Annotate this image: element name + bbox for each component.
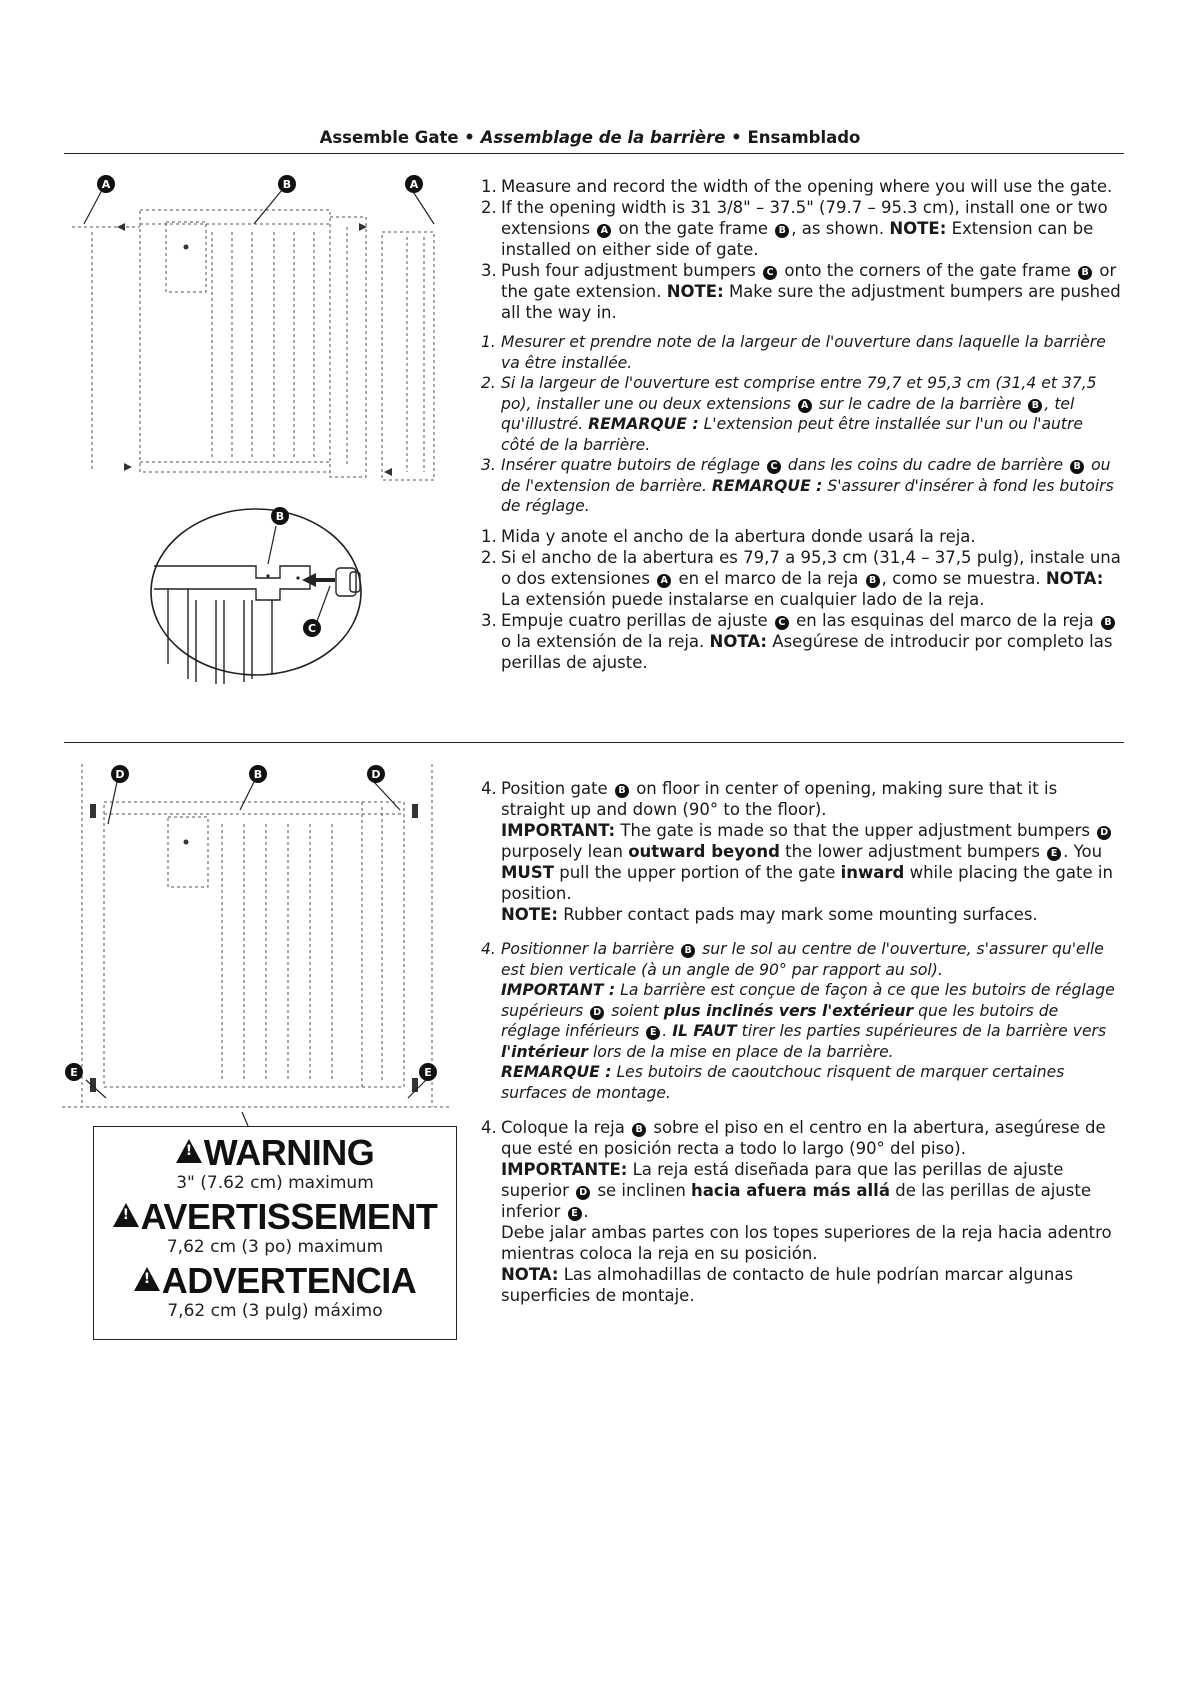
section1-en [481, 176, 1121, 323]
warning-box [93, 1126, 457, 1340]
label-a-icon: A [597, 224, 611, 238]
list-item: 3. Insérer quatre butoirs de réglage C dans les coins du cadre de barrière B ou de l'extension de barrière. REMARQUE : S'assurer d'insérer à fond les butoirs de réglage. [481, 456, 1114, 515]
label-e-left: E [70, 1066, 78, 1079]
section-divider [64, 742, 1124, 743]
section2-es [481, 1117, 1121, 1306]
list-item: 2. Si el ancho de la abertura es 79,7 a 95,3 cm (31,4 – 37,5 pulg), instale una o dos extensiones A en el marco de la reja B , como se muestra. NOTA: La extensión puede instalarse en cualquier lado de la reja. [481, 547, 1121, 609]
label-d-right: D [371, 768, 381, 781]
list-item: 4. Positionner la barrière B sur le sol au centre de l'ouverture, s'assurer qu'elle est bien verticale (à un angle de 90° par rapport au sol). IMPORTANT : La barrière est conçue de façon à ce que les butoirs de réglage supérieurs D soient plus inclinés vers l'extérieur que les butoirs de réglage inférieurs E . IL FAUT tirer les parties supérieures de la barrière vers l'intérieur lors de la mise en place de la barrière. REMARQUE : Les butoirs de caoutchouc risquent de marquer certaines surfaces de montage. [481, 940, 1115, 1102]
gate-position-figure [62, 762, 452, 1127]
warning-sub-en: 3" (7.62 cm) maximum [176, 1173, 374, 1193]
list-item: 3. Empuje cuatro perillas de ajuste C en las esquinas del marco de la reja B o la extensión de la reja. NOTA: Asegúrese de introducir por completo las perillas de ajuste. [481, 610, 1121, 673]
section2-text [481, 778, 1121, 1315]
label-b-icon: B [775, 224, 789, 238]
list-item: 2. If the opening width is 31 3/8" – 37.5" (79.7 – 95.3 cm), install one or two extensions A on the gate frame B , as shown. NOTE: Extension can be installed on either side of gate. [481, 198, 1108, 259]
label-e-right: E [424, 1066, 432, 1079]
warning-triangle-icon [176, 1139, 202, 1163]
warning-title-es: !ADVERTENCIA [94, 1263, 456, 1299]
section1-text [481, 176, 1121, 682]
list-item: 4. Position gate B on floor in center of opening, making sure that it is straight up and down (90° to the floor). IMPORTANT: The gate is made so that the upper adjustment bumpers D purposely lean outward beyond the lower adjustment bumpers E . You MUST pull the upper portion of the gate inward while placing the gate in position. NOTE: Rubber contact pads may mark some mounting surfaces. [481, 779, 1113, 924]
warning-title-fr: !AVERTISSEMENT [94, 1199, 456, 1235]
warning-triangle-icon [134, 1267, 160, 1291]
header-fr: Assemblage de la barrière [480, 128, 726, 147]
warning-triangle-icon [113, 1203, 139, 1227]
list-item: 1. Measure and record the width of the opening where you will use the gate. [481, 177, 1113, 196]
warning-title-en: !WARNING [94, 1135, 456, 1171]
label-a-left: A [101, 178, 111, 191]
section2-fr [481, 939, 1121, 1103]
label-b-position: B [253, 768, 263, 781]
list-item: 1. Mida y anote el ancho de la abertura donde usará la reja. [481, 526, 976, 546]
warning-sub-fr: 7,62 cm (3 po) maximum [166, 1237, 384, 1257]
header-en: Assemble Gate [319, 128, 459, 147]
gate-extension-figure [62, 172, 452, 492]
bumper-detail-figure [140, 504, 430, 714]
label-b-icon: B [1078, 266, 1092, 280]
section1-fr [481, 332, 1121, 517]
list-item: 2. Si la largeur de l'ouverture est comprise entre 79,7 et 95,3 cm (31,4 et 37,5 po), installer une ou deux extensions A sur le cadre de la barrière B , tel qu'illustré. REMARQUE : L'extension peut être installée sur l'un ou l'autre côté de la barrière. [481, 374, 1097, 454]
label-b-detail: B [275, 510, 285, 523]
list-item: 3. Push four adjustment bumpers C onto the corners of the gate frame B or the gate extension. NOTE: Make sure the adjustment bumpers are pushed all the way in. [481, 261, 1121, 322]
list-item: 1. Mesurer et prendre note de la largeur de l'ouverture dans laquelle la barrière va être installée. [481, 333, 1106, 372]
page-header: Assemble Gate • Assemblage de la barrière • Ensamblado [319, 128, 861, 147]
header-rule [64, 153, 1124, 154]
label-d-left: D [115, 768, 125, 781]
label-a-right: A [409, 178, 419, 191]
label-b: B [282, 178, 292, 191]
header-es: Ensamblado [747, 128, 861, 147]
warning-sub-es: 7,62 cm (3 pulg) máximo [167, 1301, 383, 1321]
section2-en [481, 778, 1121, 925]
label-c-icon: C [763, 266, 777, 280]
list-item: 4. Coloque la reja B sobre el piso en el centro en la abertura, asegúrese de que esté en posición recta a todo lo largo (90° del piso). IMPORTANTE: La reja está diseñada para que las perillas de ajuste superior D se inclinen hacia afuera más allá de las perillas de ajuste inferior E . Debe jalar ambas partes con los topes superiores de la reja hacia adentro mientras coloca la reja en su posición. NOTA: Las almohadillas de contacto de hule podrían marcar algunas superficies de montaje. [481, 1118, 1112, 1305]
section1-es [481, 526, 1121, 673]
label-c: C [307, 622, 317, 635]
